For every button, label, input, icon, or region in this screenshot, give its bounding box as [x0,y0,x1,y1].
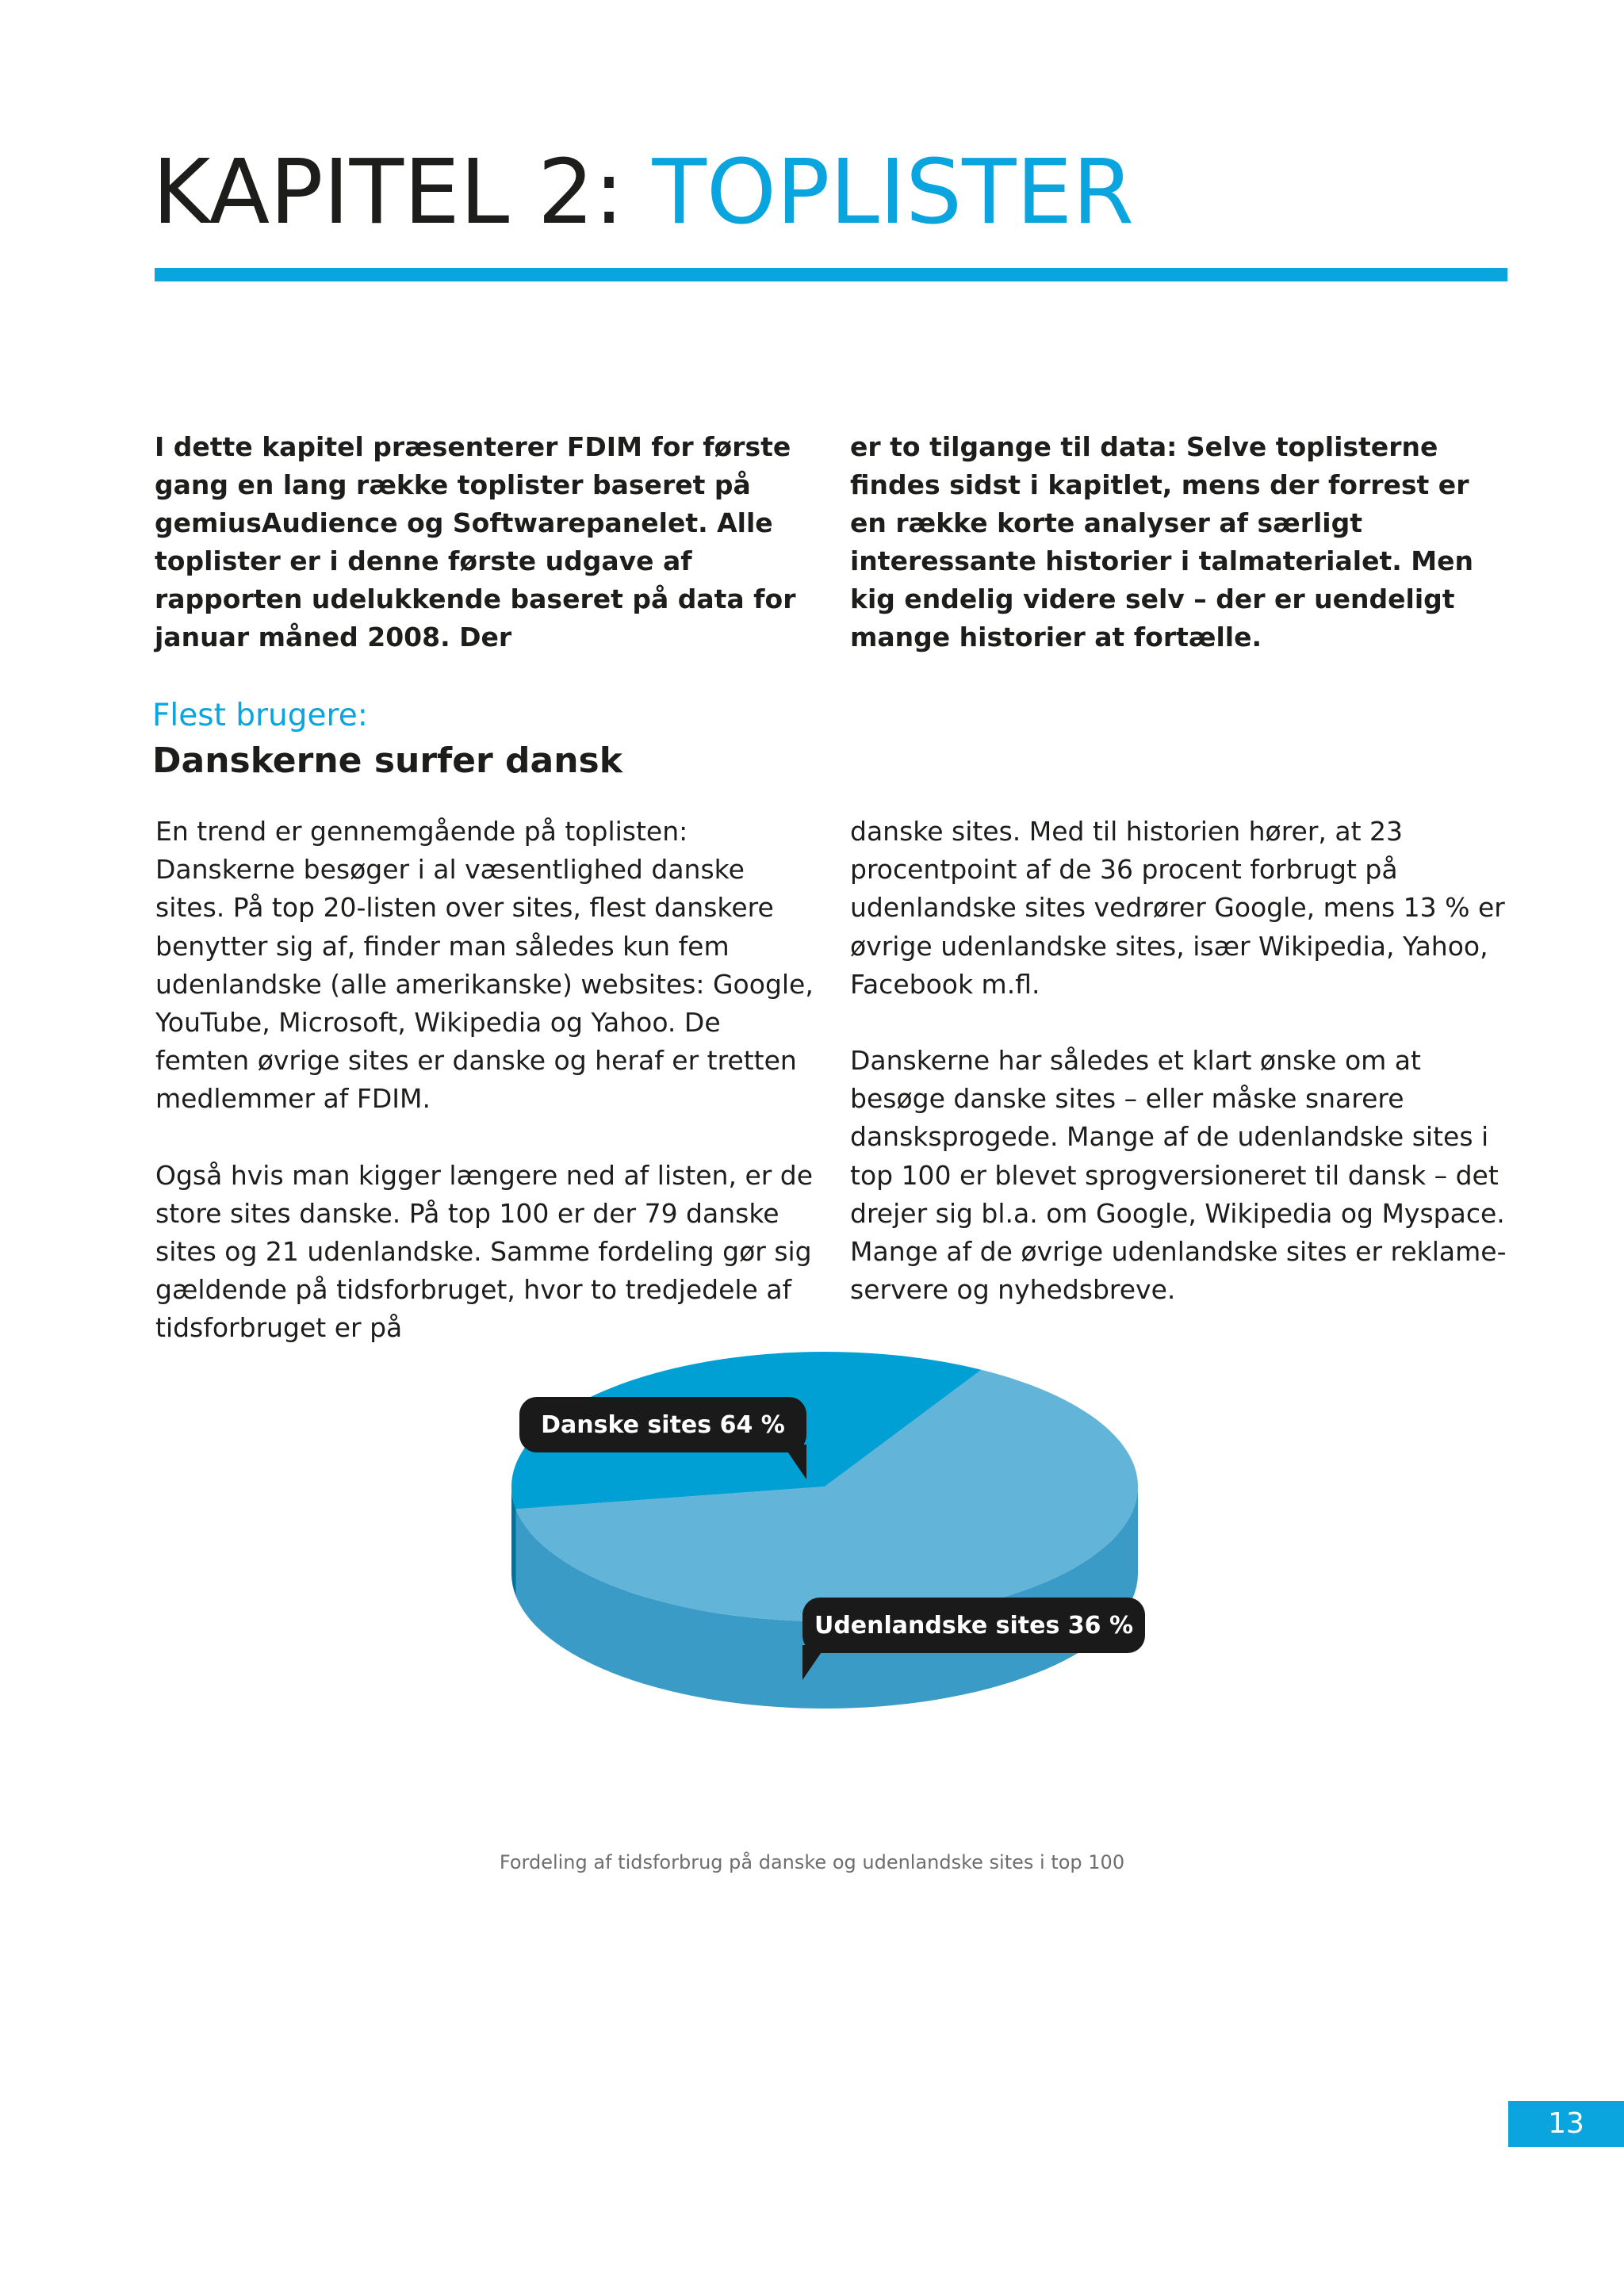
body-right-column [850,813,1516,1347]
body-paragraph: Danskerne har således et klart ønske om at besøge danske sites – eller måske snarere dansksprogede. Mange af de udenlandske sites i top 100 er blevet sprogversioneret til dansk – det drejer sig bl.a. om Google, Wikipedia og Myspace. Mange af de øvrige udenlandske sites er reklame-servere og nyhedsbreve. [850,1045,1507,1306]
pie-chart [492,1332,1174,1823]
body-paragraph: En trend er gennemgående på toplisten: Danskerne besøger i al væsentlighed danske sites. På top 20-listen over sites, flest danskere benytter sig af, finder man således kun fem udenlandske (alle amerikanske) websites: Google, YouTube, Microsoft, Wikipedia og Yahoo. De femten øvrige sites er danske og heraf er tretten medlemmer af FDIM. [155,816,814,1115]
chapter-title-prefix: KAPITEL 2: [152,141,653,244]
page-number: 13 [1508,2101,1624,2147]
chapter-title-accent: TOPLISTER [652,141,1135,244]
body-paragraph: Også hvis man kigger længere ned af listen, er de store sites danske. På top 100 er der 79 danske sites og 21 udenlandske. Samme fordeling gør sig gældende på tidsforbruget, hvor to tredjedele af tidsforbruget er på [155,1159,814,1344]
pie-chart-svg [492,1332,1174,1823]
chapter-title [152,141,1134,244]
intro-right-column: er to tilgange til data: Selve toplisterne findes sidst i kapitlet, mens der forrest er en række korte analyser af særligt interessante historier i talmaterialet. Men kig endelig videre selv – der er uendeligt mange historier at fortælle. [850,431,1473,652]
title-rule [155,268,1507,281]
section-kicker: Flest brugere: [152,698,368,733]
section-headline: Danskerne surfer dansk [152,740,623,781]
svg-text:Danske sites 64 %: Danske sites 64 % [541,1411,785,1439]
body-left-column [155,813,822,1386]
body-paragraph: danske sites. Med til historien hører, at 23 procentpoint af de 36 procent forbrugt på udenlandske sites vedrører Google, mens 13 % er øvrige udenlandske sites, især Wikipedia, Yahoo, Facebook m.fl. [850,816,1505,1000]
svg-text:Udenlandske sites 36 %: Udenlandske sites 36 % [814,1612,1134,1640]
intro-left-column: I dette kapitel præsenterer FDIM for første gang en lang række toplister baseret på gemiusAudience og Softwarepanelet. Alle toplister er i denne første udgave af rapporten udelukkende baseret på data for januar måned 2008. Der [155,431,796,652]
chart-caption: Fordeling af tidsforbrug på danske og udenlandske sites i top 100 [499,1851,1125,1873]
